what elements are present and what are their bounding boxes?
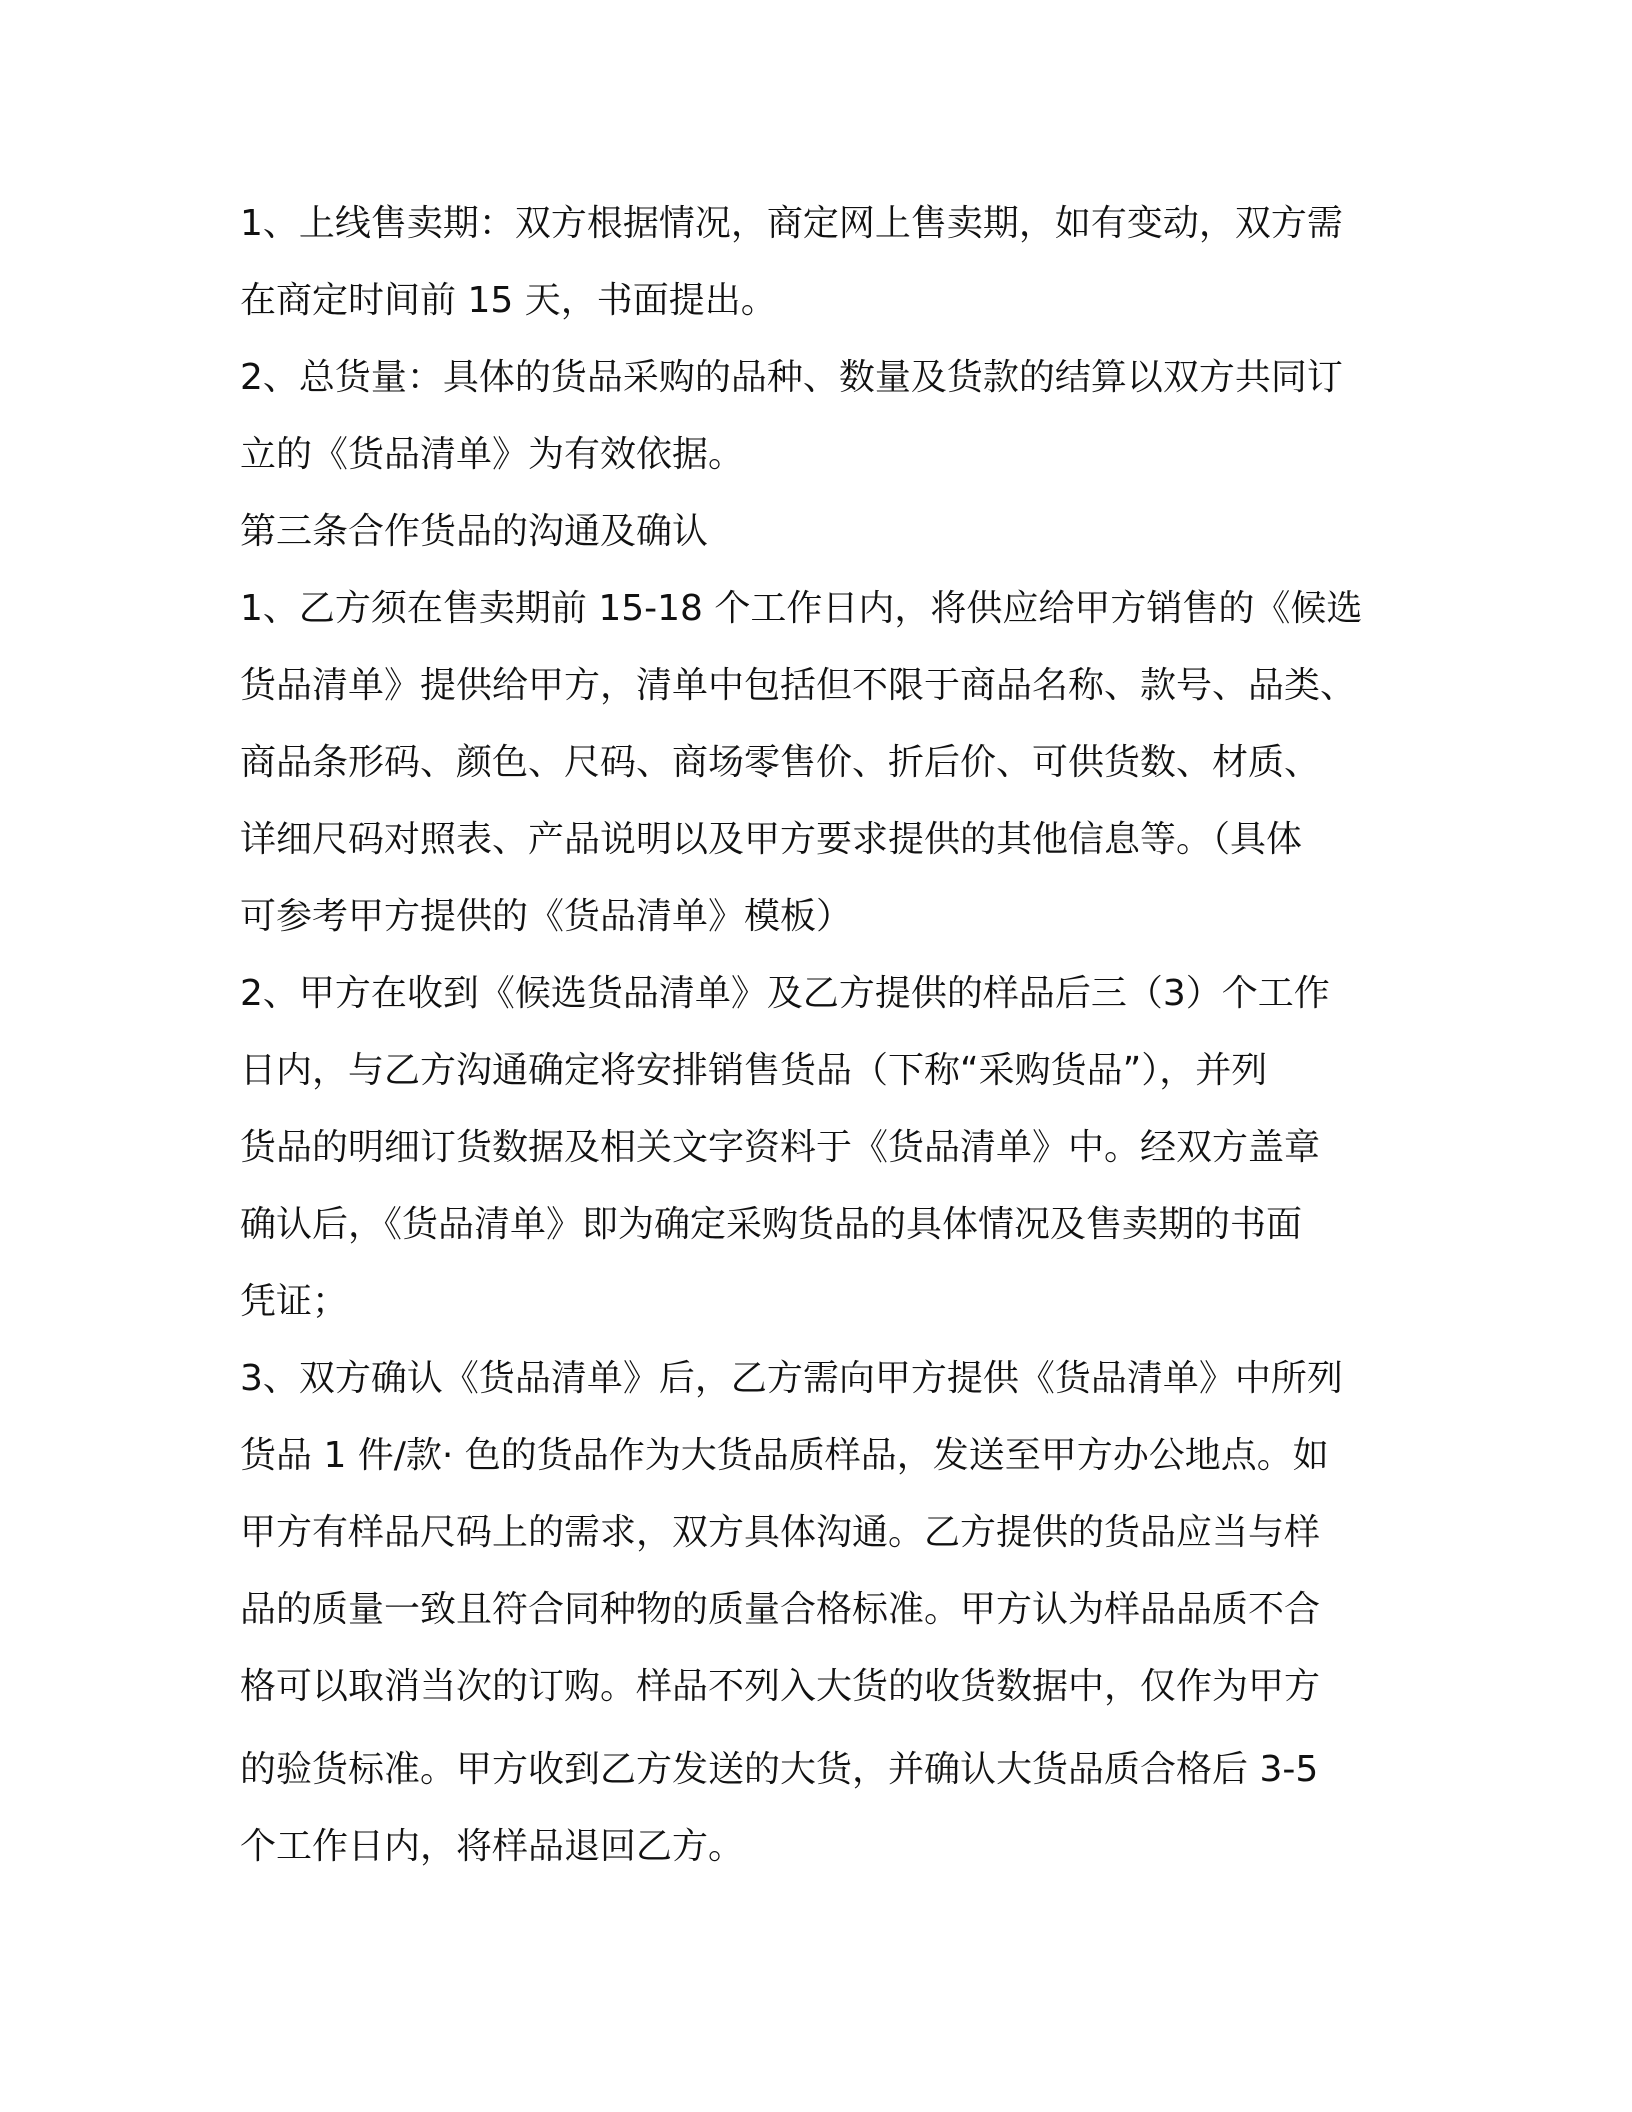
text-line-12: 日内，与乙方沟通确定将安排销售货品（下称“采购货品”），并列 [240, 1050, 1268, 1091]
text-line-7: 货品清单》提供给甲方，清单中包括但不限于商品名称、款号、品类、 [240, 665, 1357, 706]
text-line-22: 个工作日内，将样品退回乙方。 [240, 1826, 745, 1867]
text-line-2: 在商定时间前 15 天，书面提出。 [240, 280, 777, 321]
text-line-9: 详细尺码对照表、产品说明以及甲方要求提供的其他信息等。（具体 [240, 819, 1303, 860]
text-line-10: 可参考甲方提供的《货品清单》模板） [240, 896, 853, 937]
text-line-16: 3、双方确认《货品清单》后，乙方需向甲方提供《货品清单》中所列 [240, 1358, 1343, 1399]
text-line-17: 货品 1 件/款· 色的货品作为大货品质样品，发送至甲方办公地点。如 [240, 1435, 1329, 1476]
document-body [240, 185, 1400, 1885]
text-line-20: 格可以取消当次的订购。样品不列入大货的收货数据中，仅作为甲方 [240, 1666, 1321, 1707]
text-line-4: 立的《货品清单》为有效依据。 [240, 434, 745, 475]
text-line-1: 1、上线售卖期：双方根据情况，商定网上售卖期，如有变动，双方需 [240, 203, 1343, 244]
text-line-11: 2、甲方在收到《候选货品清单》及乙方提供的样品后三（3）个工作 [240, 973, 1330, 1014]
text-line-14: 确认后，《货品清单》即为确定采购货品的具体情况及售卖期的书面 [240, 1204, 1303, 1245]
text-line-18: 甲方有样品尺码上的需求，双方具体沟通。乙方提供的货品应当与样 [240, 1512, 1321, 1553]
text-line-13: 货品的明细订货数据及相关文字资料于《货品清单》中。经双方盖章 [240, 1127, 1321, 1168]
text-line-3: 2、总货量：具体的货品采购的品种、数量及货款的结算以双方共同订 [240, 357, 1343, 398]
text-line-6: 1、乙方须在售卖期前 15-18 个工作日内，将供应给甲方销售的《候选 [240, 588, 1363, 629]
text-line-21: 的验货标准。甲方收到乙方发送的大货，并确认大货品质合格后 3-5 [240, 1749, 1319, 1790]
text-line-8: 商品条形码、颜色、尺码、商场零售价、折后价、可供货数、材质、 [240, 742, 1321, 783]
text-line-15: 凭证； [240, 1281, 349, 1322]
text-line-19: 品的质量一致且符合同种物的质量合格标准。甲方认为样品品质不合 [240, 1589, 1321, 1630]
section-heading: 第三条合作货品的沟通及确认 [240, 511, 709, 552]
